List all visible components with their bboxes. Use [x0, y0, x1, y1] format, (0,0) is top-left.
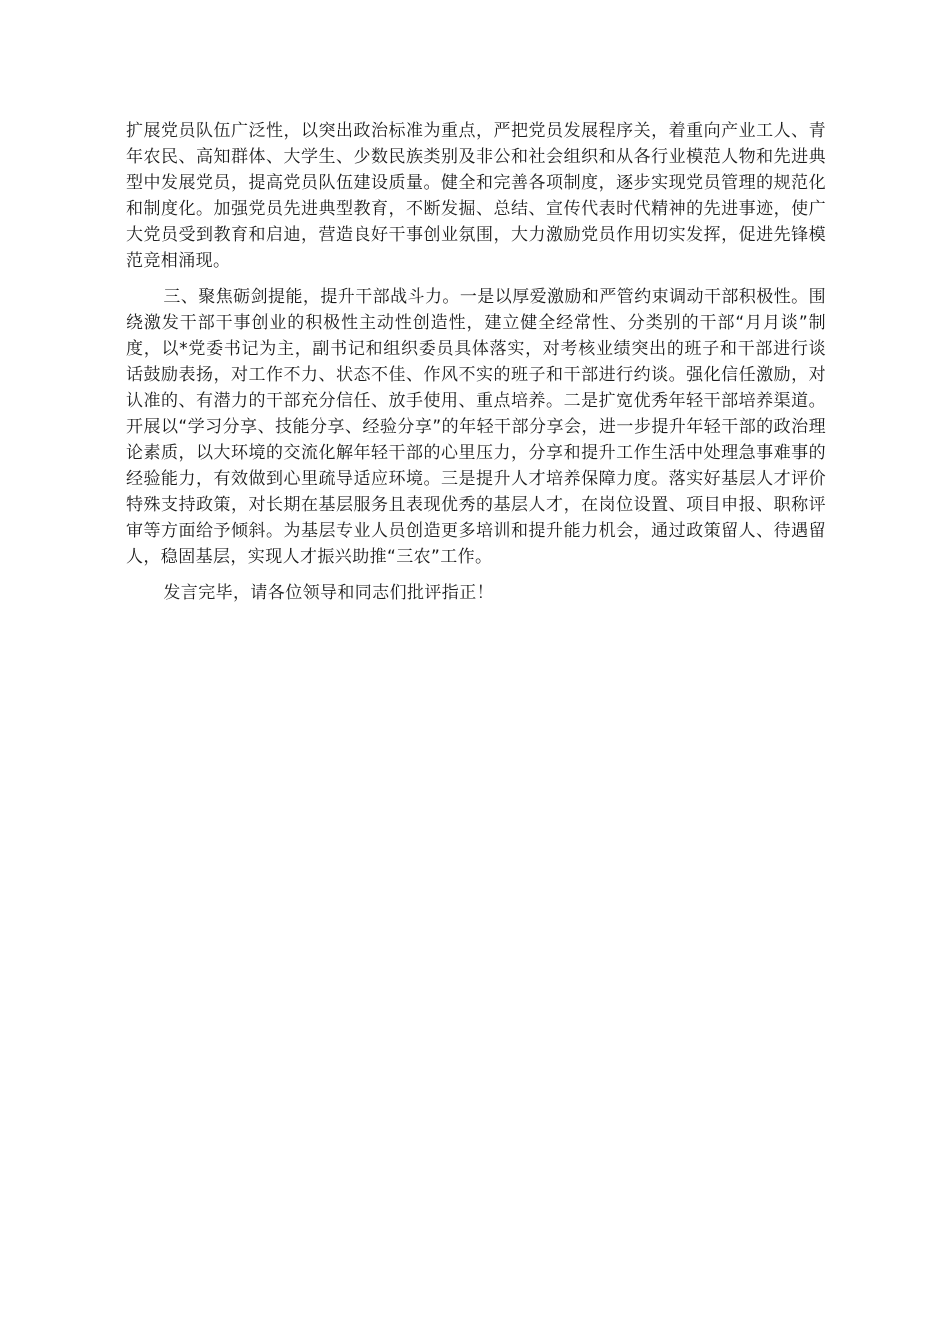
paragraph-closing-remarks: 发言完毕，请各位领导和同志们批评指正！ — [163, 583, 494, 603]
document-body — [126, 118, 826, 606]
paragraph-cadre-capability: 三、聚焦砺剑提能，提升干部战斗力。一是以厚爱激励和严管约束调动干部积极性。围绕激发干部干事创业的积极性主动性创造性，建立健全经常性、分类别的干部“月月谈”制度，以*党委书记为主，副书记和组织委员具体落实，对考核业绩突出的班子和干部进行谈话鼓励表扬，对工作不力、状态不佳、作风不实的班子和干部进行约谈。强化信任激励，对认准的、有潜力的干部充分信任、放手使用、重点培养。二是扩宽优秀年轻干部培养渠道。开展以“学习分享、技能分享、经验分享”的年轻干部分享会，进一步提升年轻干部的政治理论素质，以大环境的交流化解年轻干部的心里压力，分享和提升工作生活中处理急事难事的经验能力，有效做到心里疏导适应环境。三是提升人才培养保障力度。落实好基层人才评价特殊支持政策，对长期在基层服务且表现优秀的基层人才，在岗位设置、项目申报、职称评审等方面给予倾斜。为基层专业人员创造更多培训和提升能力机会，通过政策留人、待遇留人，稳固基层，实现人才振兴助推“三农”工作。 — [126, 287, 826, 567]
paragraph-party-member-development: 扩展党员队伍广泛性，以突出政治标准为重点，严把党员发展程序关，着重向产业工人、青年农民、高知群体、大学生、少数民族类别及非公和社会组织和从各行业模范人物和先进典型中发展党员，提高党员队伍建设质量。健全和完善各项制度，逐步实现党员管理的规范化和制度化。加强党员先进典型教育，不断发掘、总结、宣传代表时代精神的先进事迹，使广大党员受到教育和启迪，营造良好干事创业氛围，大力激励党员作用切实发挥，促进先锋模范竞相涌现。 — [126, 121, 826, 271]
